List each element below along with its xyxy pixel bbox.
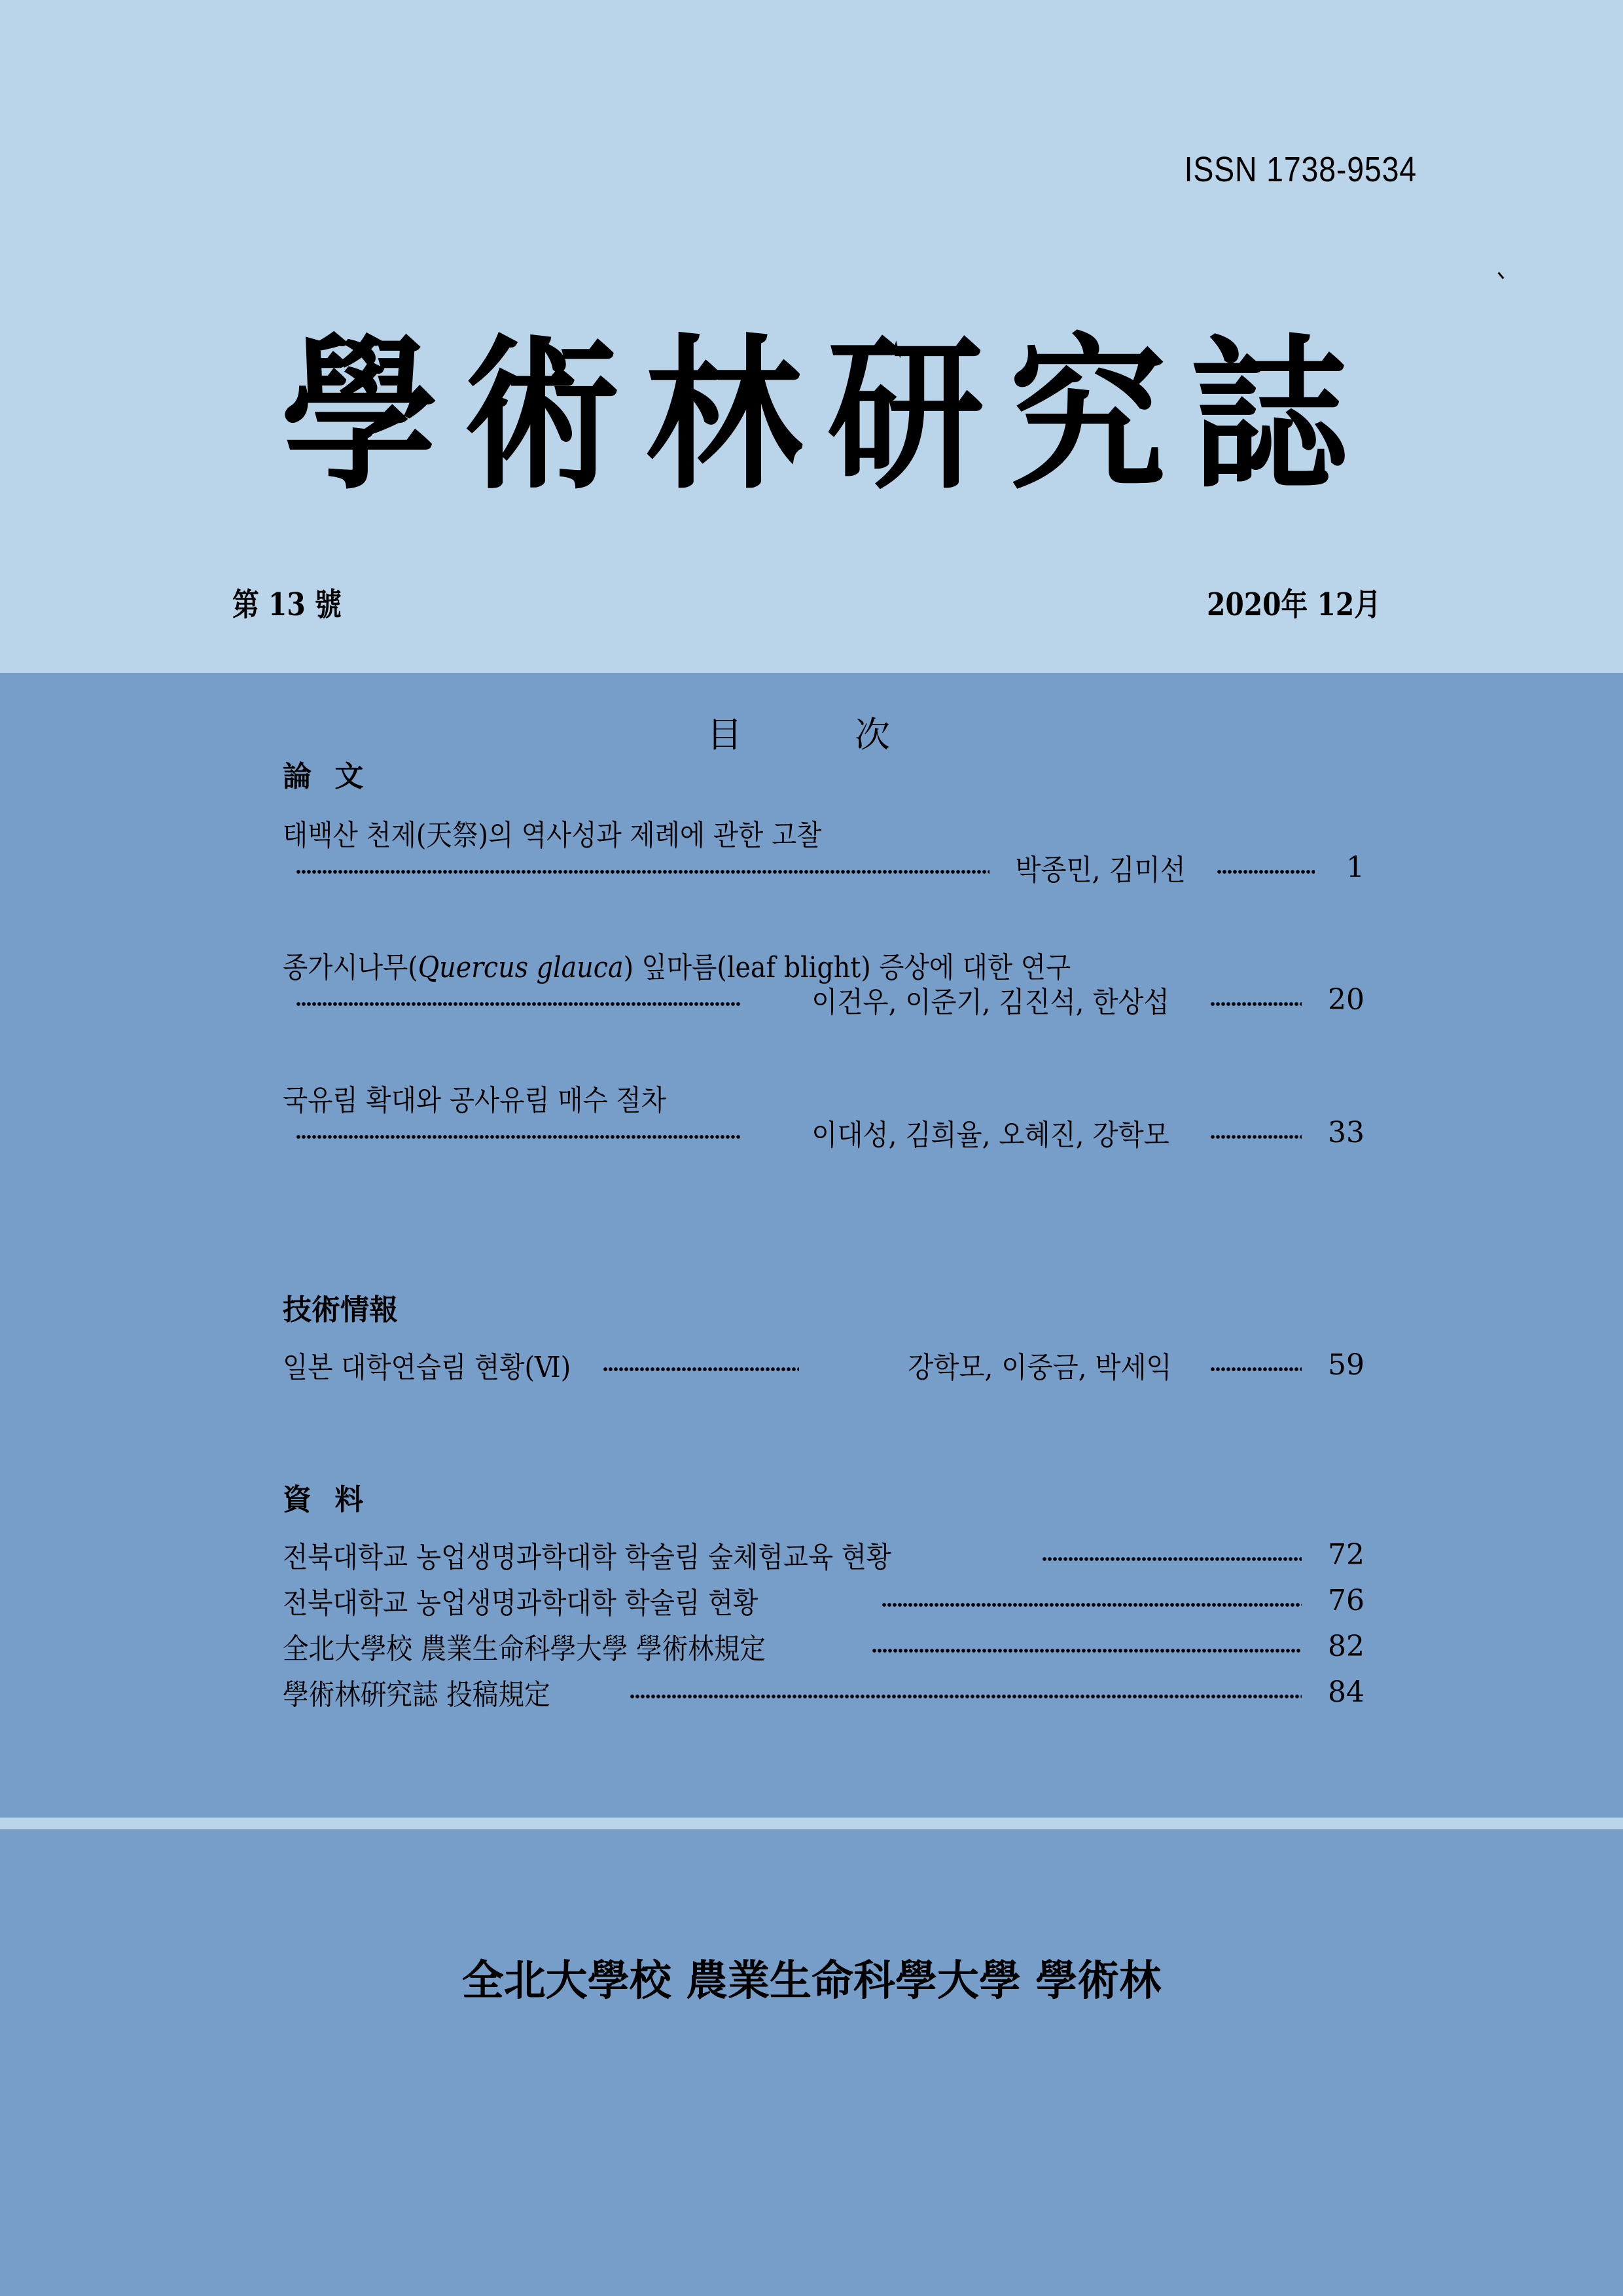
entry-title-text: 學術林硏究誌 投稿規定	[283, 1678, 550, 1712]
toc-heading	[707, 707, 890, 757]
leader-dots	[872, 1649, 1302, 1653]
toc-heading-char: 目	[707, 714, 742, 755]
toc-entry-line[interactable]	[283, 1348, 1364, 1384]
leader-dots	[630, 1695, 1302, 1698]
toc-entry-line[interactable]	[283, 1583, 1364, 1620]
leader-dots	[1210, 1002, 1302, 1006]
toc-entry-line[interactable]	[283, 1675, 1364, 1712]
entry-page-number: 72	[1328, 1537, 1364, 1571]
leader-dots	[296, 1002, 741, 1006]
toc-heading-char: 次	[855, 714, 890, 755]
leader-dots	[882, 1603, 1302, 1607]
entry-title-text: ) 잎마름(leaf blight) 증상에 대한 연구	[623, 951, 1071, 984]
leader-dots	[1210, 1367, 1302, 1371]
entry-authors: 강학모, 이중금, 박세익	[908, 1351, 1172, 1384]
leader-dots	[1217, 870, 1315, 874]
title-char: 學	[281, 319, 439, 512]
title-char: 術	[463, 319, 620, 512]
entry-page-number: 59	[1328, 1348, 1364, 1382]
issue-number: 第 13 號	[232, 586, 342, 623]
issue-date: 2020年 12月	[1206, 586, 1381, 623]
section-title-materials: 資 料	[283, 1483, 370, 1516]
entry-page-number: 84	[1328, 1675, 1364, 1709]
entry-page-number: 76	[1328, 1583, 1364, 1617]
entry-page-number: 82	[1328, 1629, 1364, 1663]
leader-dots	[1210, 1135, 1302, 1139]
toc-entry-line[interactable]	[288, 850, 1364, 887]
entry-title-species: Quercus glauca	[418, 951, 624, 984]
title-char: 誌	[1190, 319, 1348, 512]
leader-dots	[296, 870, 990, 874]
divider-stripe	[0, 1818, 1623, 1829]
entry-page-number: 1	[1346, 850, 1364, 884]
entry-title-text: 전북대학교 농업생명과학대학 학술림 숲체험교육 현황	[283, 1541, 892, 1574]
toc-entry-title[interactable]	[283, 812, 821, 853]
entry-title-text: 전북대학교 농업생명과학대학 학술림 현황	[283, 1587, 758, 1620]
toc-entry-line[interactable]	[283, 1629, 1364, 1666]
journal-title	[281, 319, 1348, 512]
entry-authors: 박종민, 김미선	[1015, 853, 1186, 887]
leader-dots	[296, 1135, 741, 1139]
entry-title-text: 全北大學校 農業生命科學大學 學術林規定	[283, 1632, 766, 1666]
title-char: 研	[827, 319, 984, 512]
leader-dots	[603, 1367, 799, 1371]
entry-title-text: 일본 대학연습림 현황(Ⅵ)	[283, 1351, 571, 1384]
toc-entry-line[interactable]	[288, 1115, 1364, 1152]
leader-dots	[1042, 1557, 1302, 1561]
entry-title-text: 국유림 확대와 공사유림 매수 절차	[283, 1084, 666, 1117]
entry-page-number: 20	[1328, 982, 1364, 1016]
title-char: 究	[1008, 319, 1166, 512]
entry-title-text: 태백산 천제(天祭)의 역사성과 제례에 관한 고찰	[283, 819, 822, 852]
entry-authors: 이대성, 김희율, 오혜진, 강학모	[812, 1119, 1169, 1152]
toc-entry-title[interactable]	[283, 1077, 666, 1119]
toc-entry-line[interactable]	[288, 982, 1364, 1019]
entry-authors: 이건우, 이준기, 김진석, 한상섭	[812, 986, 1169, 1019]
entry-page-number: 33	[1328, 1115, 1364, 1149]
section-title-papers: 論 文	[283, 760, 370, 793]
title-char: 林	[645, 319, 802, 512]
toc-entry-line[interactable]	[283, 1537, 1364, 1574]
issn-number: ISSN 1738-9534	[1184, 150, 1417, 189]
publisher-name: 全北大學校 農業生命科學大學 學術林	[461, 1956, 1162, 2005]
section-title-technical-info: 技術情報	[283, 1293, 398, 1327]
entry-title-text: 종가시나무(	[283, 951, 418, 984]
